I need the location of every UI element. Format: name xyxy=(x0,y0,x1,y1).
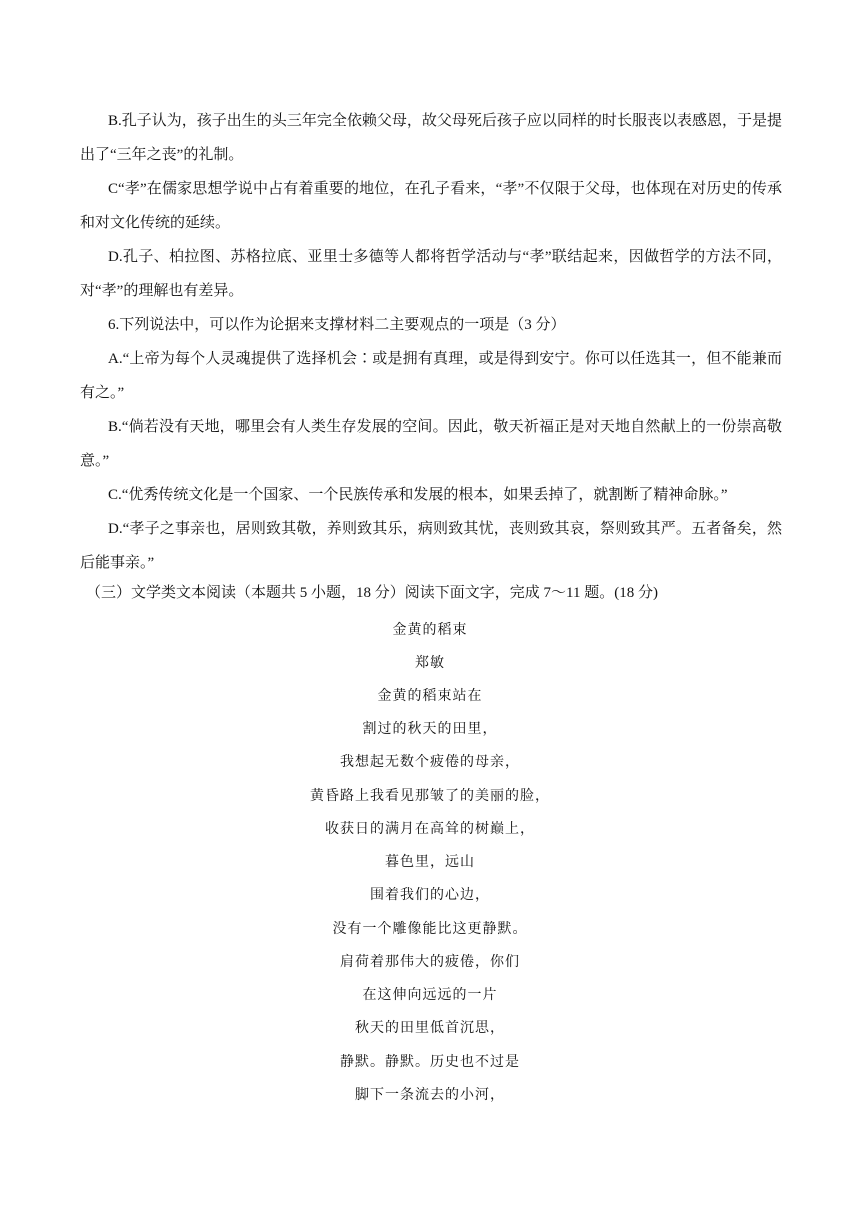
poem-line: 割过的秋天的田里， xyxy=(362,721,498,737)
option-5c-text: C“孝”在儒家思想学说中占有着重要的地位，在孔子看来，“孝”不仅限于父母，也体现在对历史的传承和对文化传统的延续。 xyxy=(80,181,782,231)
poem-line: 围着我们的心边， xyxy=(370,887,490,903)
poem-line: 静默。静默。历史也不过是 xyxy=(340,1054,520,1070)
option-5b xyxy=(80,104,782,172)
poem-title: 金黄的稻束 xyxy=(392,622,468,638)
option-6d xyxy=(80,512,782,580)
poem-line: 金黄的稻束站在 xyxy=(377,688,483,704)
question-6-stem xyxy=(80,308,782,342)
question-6-stem-text: 6.下列说法中，可以作为论据来支撑材料二主要观点的一项是（3 分） xyxy=(108,317,566,333)
poem-line: 黄昏路上我看见那皱了的美丽的脸， xyxy=(310,788,550,804)
option-5c xyxy=(80,172,782,240)
option-6a-text: A.“上帝为每个人灵魂提供了选择机会∶或是拥有真理，或是得到安宁。你可以任选其一，但不能兼而有之。” xyxy=(80,351,782,401)
option-6c xyxy=(80,478,782,512)
poem-line: 没有一个雕像能比这更静默。 xyxy=(332,921,528,937)
poem-line: 暮色里，远山 xyxy=(385,854,475,870)
poem-author: 郑敏 xyxy=(415,655,445,671)
poem-line: 在这伸向远远的一片 xyxy=(362,987,498,1003)
poem-line: 收获日的满月在高耸的树巅上， xyxy=(325,821,535,837)
section-3-heading: （三）文学类文本阅读（本题共 5 小题，18 分）阅读下面文字，完成 7～11 题。(18 分) xyxy=(86,585,658,601)
option-6d-text: D.“孝子之事亲也，居则致其敬，养则致其乐，病则致其忧，丧则致其哀，祭则致其严。五者备矣，然后能事亲。” xyxy=(80,521,782,571)
poem-line: 我想起无数个疲倦的母亲， xyxy=(340,754,520,770)
option-5b-text: B.孔子认为，孩子出生的头三年完全依赖父母，故父母死后孩子应以同样的时长服丧以表感恩，于是提出了“三年之丧”的礼制。 xyxy=(80,113,782,163)
option-6b-text: B.“倘若没有天地，哪里会有人类生存发展的空间。因此，敬天祈福正是对天地自然献上的一份崇高敬意。” xyxy=(80,419,782,469)
option-6c-text: C.“优秀传统文化是一个国家、一个民族传承和发展的根本，如果丢掉了，就割断了精神命脉。” xyxy=(108,487,728,503)
option-6a xyxy=(80,342,782,410)
option-6b xyxy=(80,410,782,478)
poem-line: 秋天的田里低首沉思， xyxy=(355,1020,505,1036)
option-5d xyxy=(80,240,782,308)
poem-line: 脚下一条流去的小河， xyxy=(355,1087,505,1103)
option-5d-text: D.孔子、柏拉图、苏格拉底、亚里士多德等人都将哲学活动与“孝”联结起来，因做哲学的方法不同，对“孝”的理解也有差异。 xyxy=(80,249,782,299)
poem-line: 肩荷着那伟大的疲倦，你们 xyxy=(340,954,520,970)
